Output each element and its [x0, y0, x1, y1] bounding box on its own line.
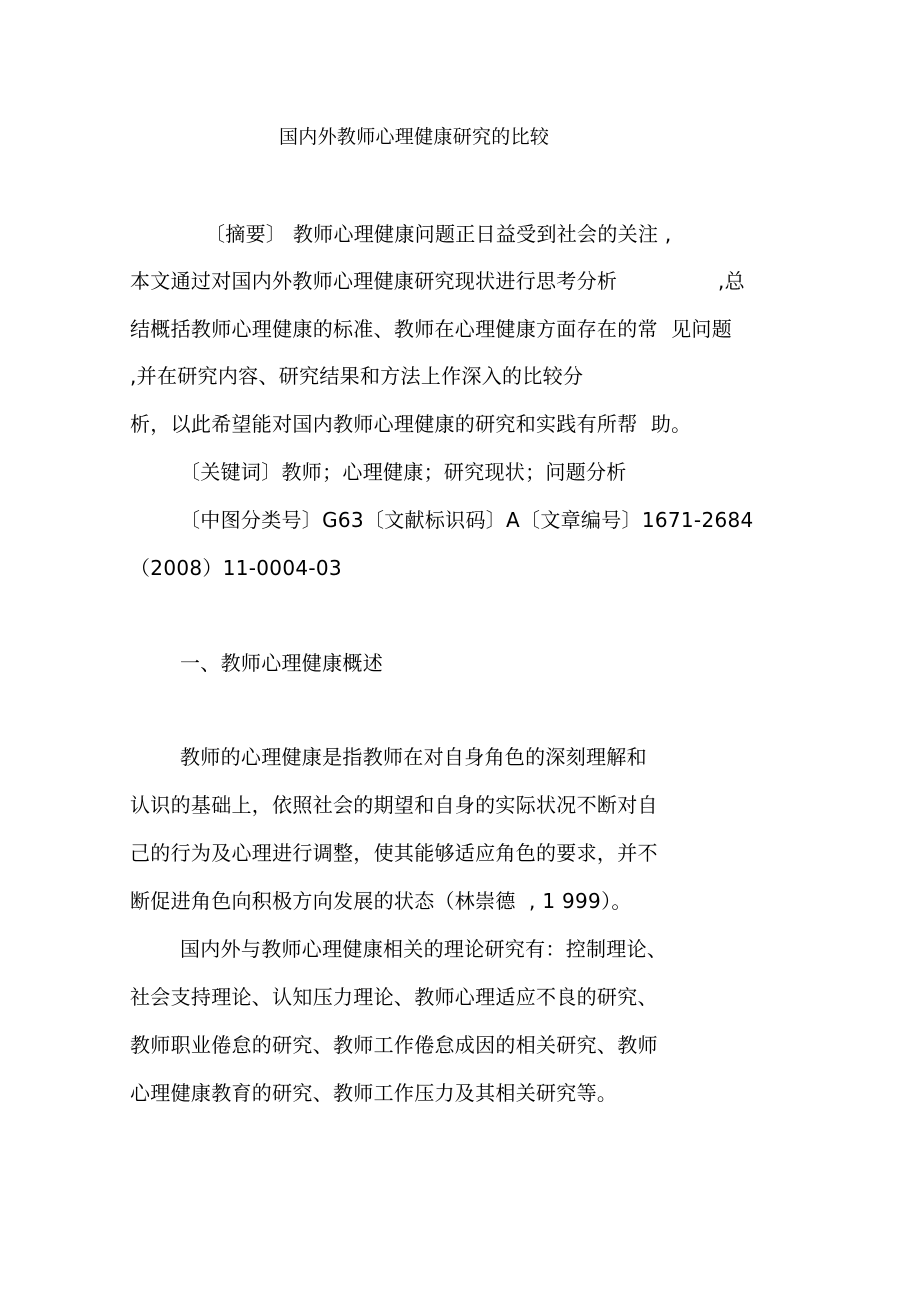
- section-heading: 一、教师心理健康概述: [180, 651, 383, 675]
- paragraph-2-line-1: 国内外与教师心理健康相关的理论研究有：控制理论、: [180, 937, 668, 961]
- paragraph-2-line-2: 社会支持理论、认知压力理论、教师心理适应不良的研究、: [130, 985, 658, 1009]
- paragraph-1-line-3: 己的行为及心理进行调整，使其能够适应角色的要求，并不: [130, 841, 658, 865]
- keywords-line: 〔关键词〕教师；心理健康；研究现状；问题分析: [180, 460, 627, 484]
- classification-line-2: （2008）11-0004-03: [130, 556, 342, 580]
- abstract-line-3: 结概括教师心理健康的标准、教师在心理健康方面存在的常 见问题: [130, 317, 733, 341]
- abstract-line-2: 本文通过对国内外教师心理健康研究现状进行思考分析: [130, 269, 618, 293]
- paragraph-1-line-4: 断促进角色向积极方向发展的状态（林崇德 , 1 999）。: [130, 889, 632, 913]
- paragraph-1-line-2: 认识的基础上，依照社会的期望和自身的实际状况不断对自: [130, 793, 658, 817]
- document-title: 国内外教师心理健康研究的比较: [279, 126, 550, 148]
- classification-line-1: 〔中图分类号〕G63〔文献标识码〕A〔文章编号〕1671-2684: [180, 508, 754, 532]
- abstract-line-4: ,并在研究内容、研究结果和方法上作深入的比较分: [130, 364, 584, 388]
- paragraph-2-line-3: 教师职业倦怠的研究、教师工作倦怠成因的相关研究、教师: [130, 1033, 658, 1057]
- abstract-line-5: 析，以此希望能对国内教师心理健康的研究和实践有所帮 助。: [130, 412, 692, 436]
- abstract-line-1: 〔摘要〕 教师心理健康问题正日益受到社会的关注 ,: [205, 222, 672, 246]
- paragraph-1-line-1: 教师的心理健康是指教师在对自身角色的深刻理解和: [180, 745, 647, 769]
- abstract-line-2-tail: ,总: [718, 269, 745, 293]
- paragraph-2-line-4: 心理健康教育的研究、教师工作压力及其相关研究等。: [130, 1081, 618, 1105]
